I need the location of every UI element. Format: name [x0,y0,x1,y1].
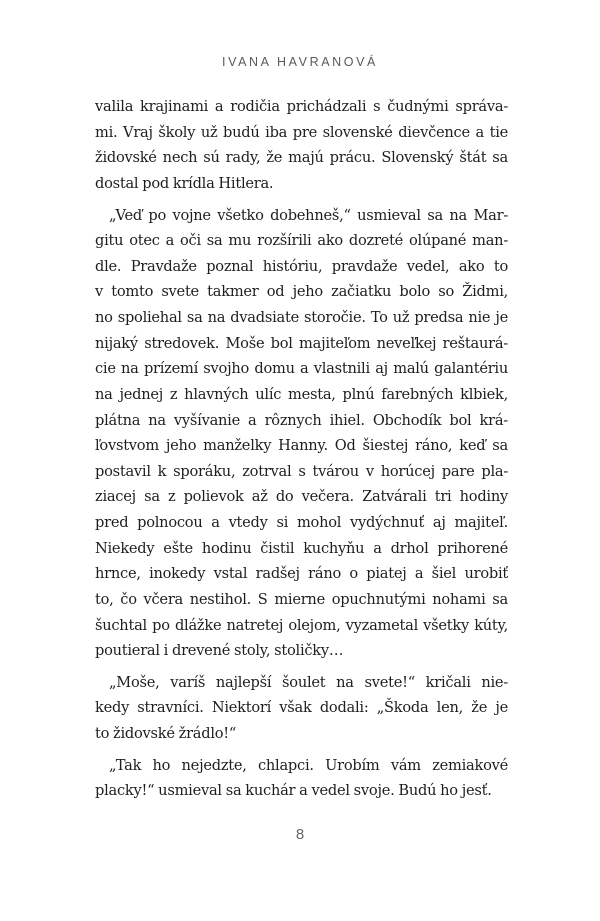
text-line: to židovské žrádlo!“ [95,725,237,742]
text-line: šuchtal po dlážke natretej olejom, vyzametal všetky kúty, [95,616,508,634]
text-line: kedy stravníci. Niektorí však dodali: „Škoda len, že je [95,699,508,717]
text-line: „Veď po vojne všetko dobehneš,“ usmieval sa na Mar- [109,206,508,224]
paragraph [95,203,508,664]
text-line: to, čo včera nestihol. S mierne opuchnutými nohami sa [95,590,508,608]
text-line: dostal pod krídla Hitlera. [95,174,274,192]
text-line: nijaký stredovek. Moše bol majiteľom neveľkej reštaurá- [95,334,508,352]
text-line: na jednej z hlavných ulíc mesta, plnú farebných klbiek, [95,385,508,403]
body-text [95,94,508,804]
text-line: Niekedy ešte hodinu čistil kuchyňu a drhol prihorené [95,539,508,557]
text-line: cie na prízemí svojho domu a vlastnili aj malú galantériu [95,360,508,378]
text-line: placky!“ usmieval sa kuchár a vedel svoje. Budú ho jesť. [95,782,492,800]
text-line: „Moše, varíš najlepší šoulet na svete!“ kričali nie- [109,673,508,691]
text-line: ziacej sa z polievok až do večera. Zatvárali tri hodiny [95,488,508,506]
text-line: v tomto svete takmer od jeho začiatku bolo so Židmi, [95,283,508,301]
text-line: gitu otec a oči sa mu rozšírili ako dozreté olúpané man- [95,232,508,250]
text-line: hrnce, inokedy vstal radšej ráno o piatej a šiel urobiť [95,565,508,583]
text-line: pred polnocou a vtedy si mohol vydýchnuť aj majiteľ. [95,514,508,531]
text-line: valila krajinami a rodičia prichádzali s čudnými správa- [95,98,508,115]
text-line: mi. Vraj školy už budú iba pre slovenské dievčence a tie [95,123,508,141]
paragraph [95,670,508,747]
text-line: „Tak ho nejedzte, chlapci. Urobím vám zemiakové [109,756,508,774]
running-head: IVANA HAVRANOVÁ [222,55,378,69]
text-line: plátna na vyšívanie a rôznych ihiel. Obchodík bol krá- [95,411,508,429]
text-line: no spoliehal sa na dvadsiate storočie. To už predsa nie je [95,309,508,326]
text-line: ľovstvom jeho manželky Hanny. Od šiestej ráno, keď sa [95,437,508,455]
paragraph [95,94,508,197]
text-line: postavil k sporáku, zotrval s tvárou v horúcej pare pla- [95,462,508,480]
text-line: židovské nech sú rady, že majú prácu. Slovenský štát sa [95,149,508,167]
text-line: poutieral i drevené stoly, stoličky… [95,642,344,660]
paragraph [95,753,508,804]
text-line: dle. Pravdaže poznal históriu, pravdaže vedel, ako to [95,257,508,275]
page-number: 8 [295,826,305,843]
